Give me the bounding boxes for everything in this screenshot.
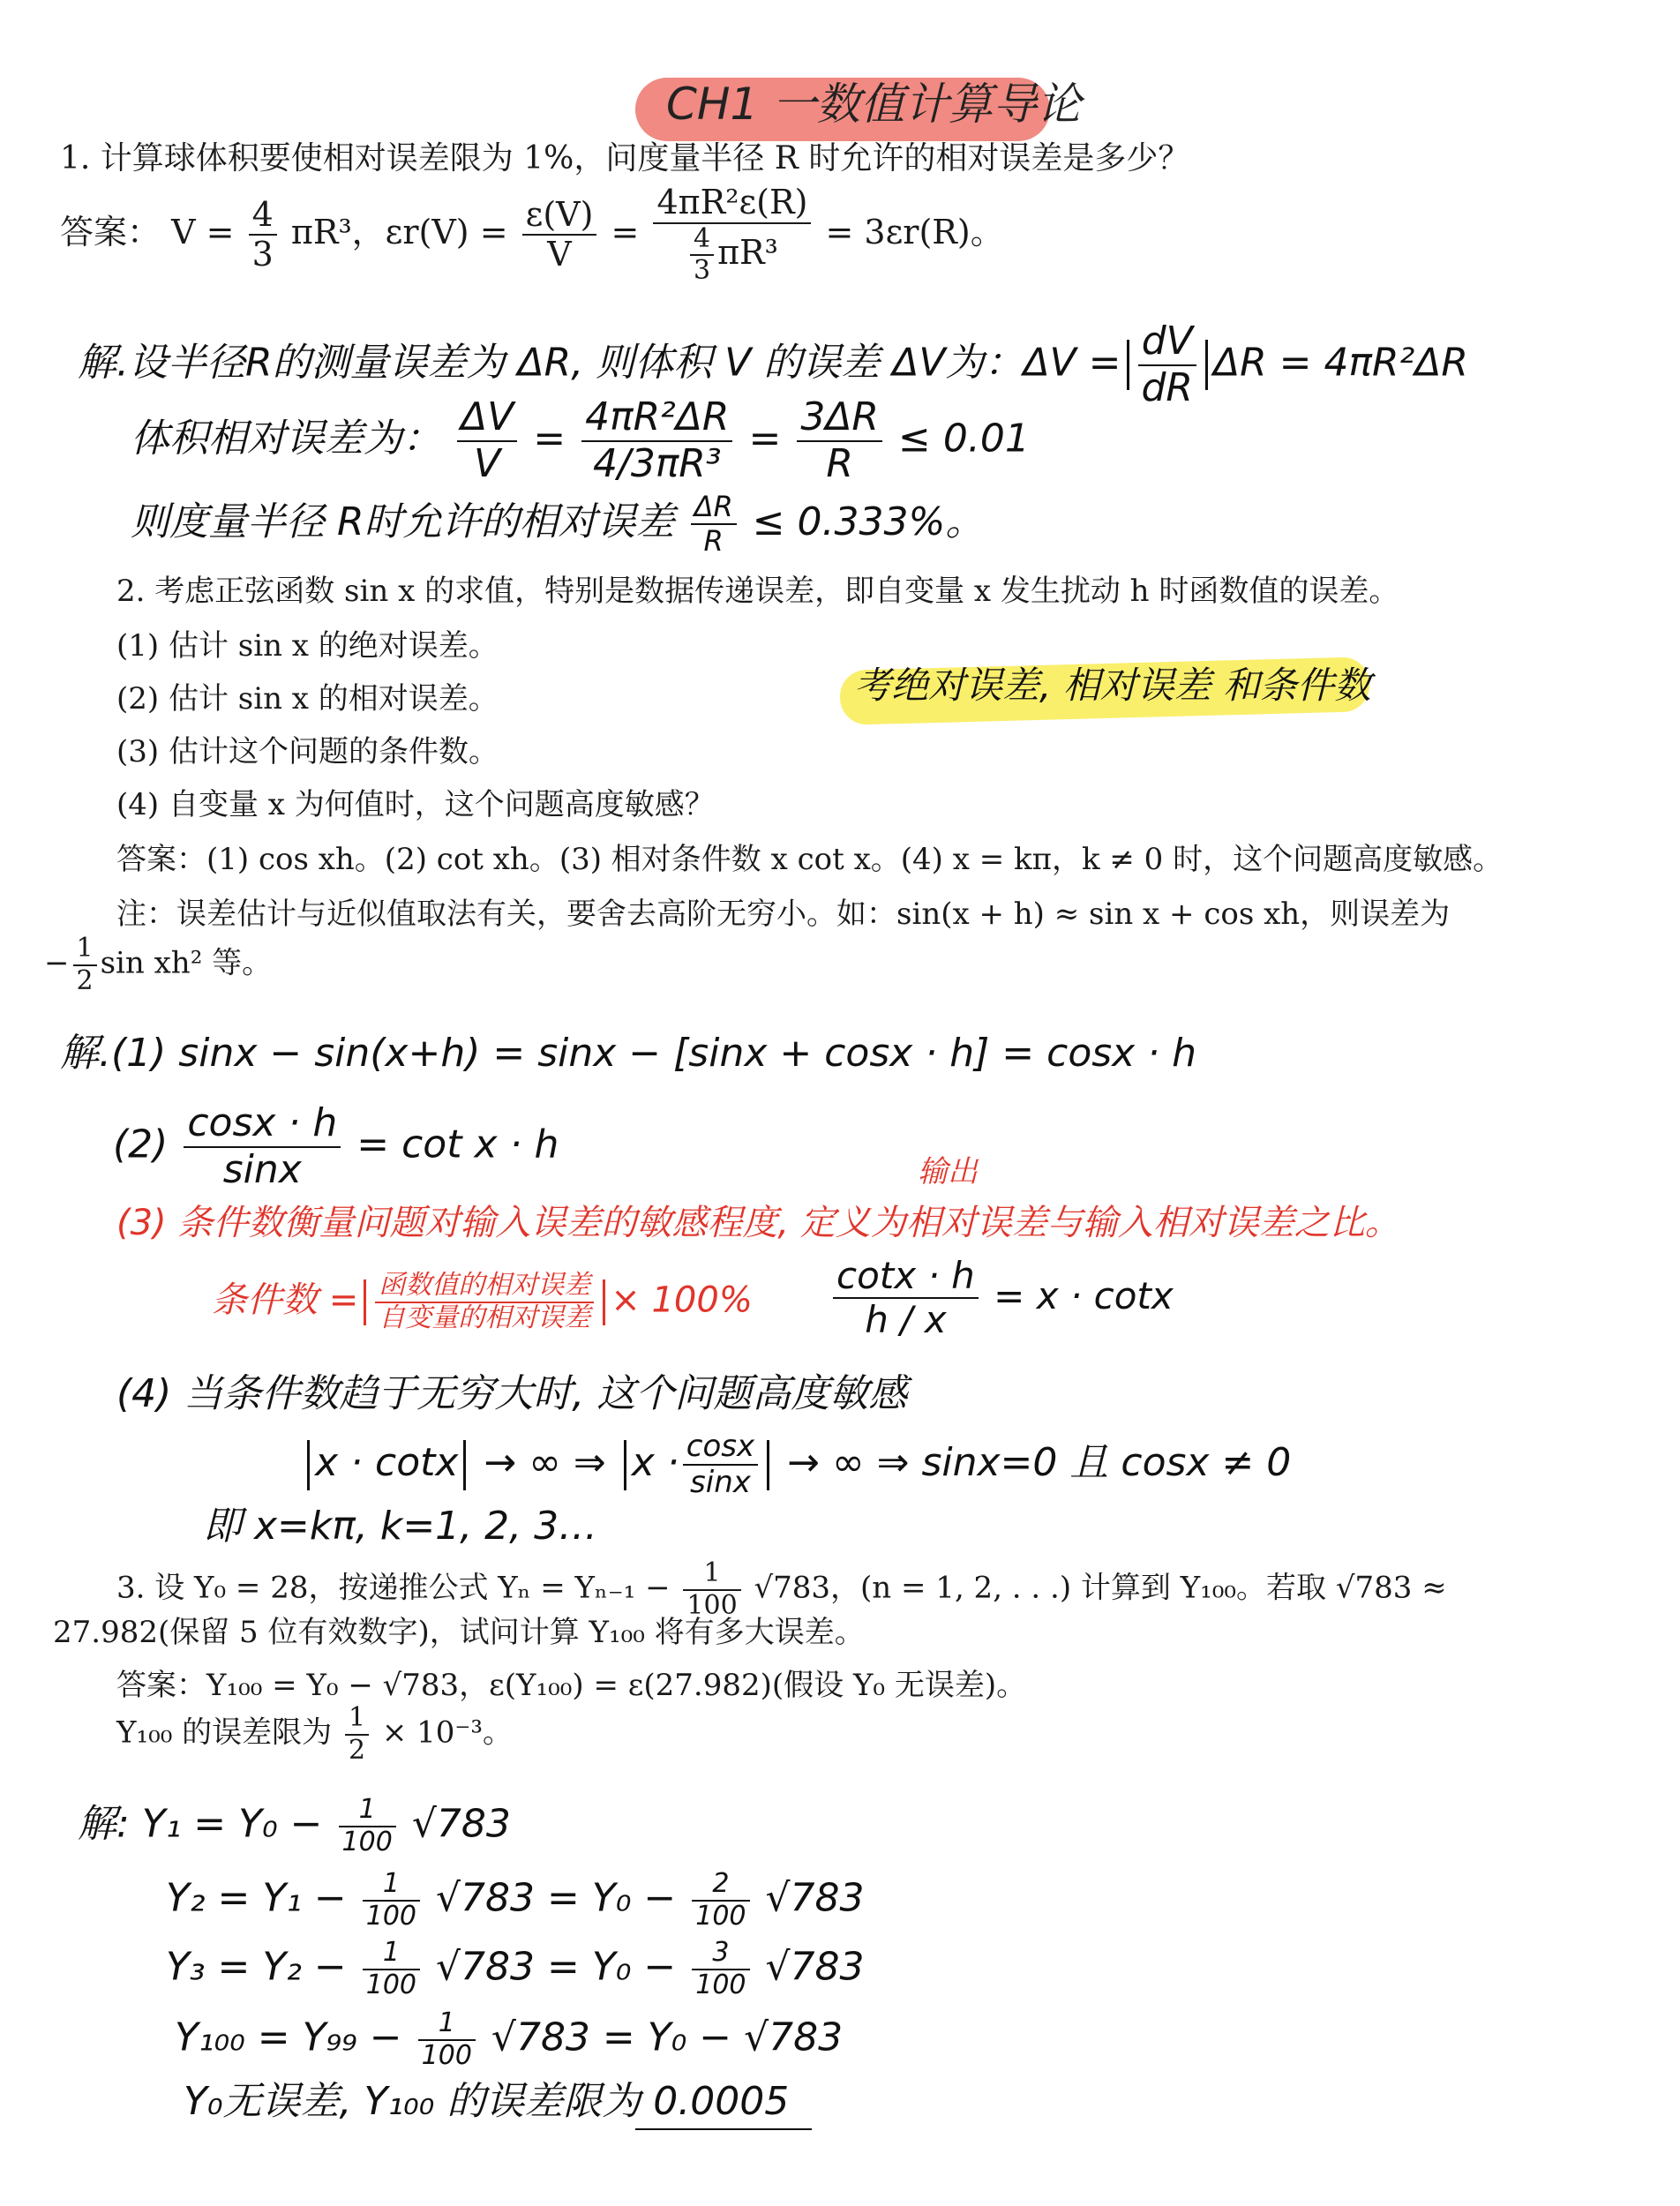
frac-num: 3 [692, 1938, 749, 1970]
abs-bar [364, 1279, 366, 1325]
frac-num: 4πR²ΔR [581, 395, 732, 442]
hand-text: Y₂ = Y₁ − [166, 1875, 347, 1921]
frac-num: 4πR²ε(R) [653, 184, 811, 224]
frac-den: 3 [251, 235, 274, 274]
q3-hand-4 [175, 2008, 843, 2071]
frac-num: 函数值的相对误差 [375, 1271, 594, 1303]
frac-num: 2 [692, 1869, 749, 1902]
q1-answer-label: 答案： [60, 212, 161, 251]
hand-text: × 100% [611, 1279, 753, 1321]
frac-den: sinx [690, 1465, 751, 1501]
frac-den: R [703, 523, 724, 558]
frac-den: 自变量的相对误差 [379, 1302, 591, 1333]
frac-den: 2 [76, 964, 94, 996]
frac-num: 1 [339, 1795, 396, 1827]
q1-question: 1. 计算球体积要使相对误差限为 1%，问度量半径 R 时允许的相对误差是多少？ [60, 140, 1190, 176]
hand-frac [363, 1869, 420, 1932]
q3-hand-3 [166, 1938, 865, 2000]
q1-answer-v-rest: πR³，εr(V) = [290, 212, 508, 251]
q3-hand-2 [166, 1869, 865, 1932]
hand-frac [833, 1255, 979, 1342]
frac-num: 1 [345, 1703, 369, 1736]
hand-frac [797, 395, 882, 486]
frac-den: V [474, 440, 501, 486]
frac-num: cosx · h [184, 1101, 341, 1148]
frac-den: 100 [365, 1900, 416, 1932]
abs-bar [624, 1440, 626, 1490]
frac-den: 4/3πR³ [593, 440, 722, 486]
hand-text: 条件数 = [212, 1279, 359, 1321]
hand-frac [184, 1101, 341, 1192]
frac-den: 100 [695, 1969, 746, 2000]
hand-text: (2) [113, 1122, 169, 1167]
abs-bar [1127, 340, 1129, 390]
q3-hand-5 [184, 2079, 789, 2126]
hand-text: 体积相对误差为： [131, 416, 441, 461]
hand-text: ≤ 0.01 [898, 416, 1030, 461]
q3-answer: 答案：Y₁₀₀ = Y₀ − √783，ε(Y₁₀₀) = ε(27.982)(假设 Y₀ 无误差)。 [116, 1668, 1027, 1703]
q1-frac-big [653, 184, 811, 287]
q1-answer [60, 184, 1004, 287]
page-title: CH1 一数值计算导论 [666, 79, 1082, 130]
hand-text: √783 [765, 1944, 865, 1990]
q2-hand-annotation-output: 输出 [918, 1154, 978, 1189]
hand-text: Y₀无误差, Y₁₀₀ 的误差限为 [184, 2079, 641, 2124]
hand-frac [692, 1938, 749, 2000]
frac-den: 100 [695, 1900, 746, 1932]
hand-text: Y₁₀₀ = Y₉₉ − [175, 2015, 402, 2060]
q2-hand-4: (4) 当条件数趋于无穷大时, 这个问题高度敏感 [116, 1371, 908, 1416]
hand-text: = cot x · h [356, 1122, 559, 1167]
hand-text: ΔR = 4πR²ΔR [1213, 340, 1468, 386]
frac-den: 100 [365, 1969, 416, 2000]
hand-frac [457, 395, 517, 486]
q2-answer: 答案：(1) cos xh。(2) cot xh。(3) 相对条件数 x cot x。(4) x = kπ，k ≠ 0 时，这个问题高度敏感。 [116, 842, 1504, 877]
frac-num: 1 [363, 1938, 420, 1970]
q1-hand-line2 [131, 395, 1030, 486]
q1-answer-eq: = [611, 212, 640, 251]
hand-text: √783 [765, 1875, 865, 1921]
q3-hand-1 [78, 1795, 511, 1857]
note-minus: − [44, 945, 70, 981]
frac-num: 3ΔR [797, 395, 882, 442]
abs-bar [1205, 340, 1208, 390]
frac-num: 1 [363, 1869, 420, 1902]
abs-bar [463, 1440, 466, 1490]
hand-text: √783 = Y₀ − √783 [491, 2015, 844, 2060]
hand-text: x · cotx [315, 1440, 459, 1486]
q1-answer-result: = 3εr(R)。 [825, 212, 1004, 251]
frac-inner [690, 224, 714, 287]
hand-text: √783 [411, 1801, 511, 1847]
q2-question: 2. 考虑正弦函数 sin x 的求值，特别是数据传递误差，即自变量 x 发生扰动 h 时函数值的误差。 [116, 574, 1399, 609]
hand-frac [339, 1795, 396, 1857]
frac-num: cotx · h [833, 1255, 979, 1299]
q2-hand-3-cot [829, 1255, 1174, 1342]
frac-num: dV [1138, 319, 1197, 366]
q3-error-limit [116, 1703, 513, 1766]
hand-text: = [533, 416, 566, 461]
q3-text: Y₁₀₀ 的误差限为 [116, 1715, 333, 1751]
frac-den: 100 [341, 1826, 393, 1857]
hand-frac [1138, 319, 1197, 410]
frac-num: 4 [249, 196, 277, 236]
frac-den: 100 [686, 1589, 738, 1621]
q3-text: √783，(n = 1, 2, . . .) 计算到 Y₁₀₀。若取 √783 ≈ [754, 1570, 1447, 1606]
hand-text: √783 = Y₀ − [436, 1944, 677, 1990]
frac-num: cosx [683, 1429, 758, 1466]
hand-text: 则度量半径 R时允许的相对误差 [131, 499, 675, 544]
hand-text: 解.设半径R的测量误差为 ΔR, 则体积 V 的误差 ΔV为：ΔV = [78, 340, 1121, 386]
note-rest: sin xh² 等。 [100, 945, 273, 981]
frac-den-rest: πR³ [717, 232, 778, 272]
hand-frac [692, 1869, 749, 1932]
q2-hand-3-formula [212, 1271, 753, 1333]
frac-num: ε(V) [522, 196, 597, 236]
frac-num: 1 [418, 2008, 476, 2041]
frac-den: sinx [222, 1146, 302, 1192]
q1-hand-line3 [131, 491, 984, 558]
q2-hand-4-solution: 即 x=kπ, k=1, 2, 3… [203, 1504, 598, 1549]
q3-line2: 27.982(保留 5 位有效数字)，试问计算 Y₁₀₀ 将有多大误差。 [53, 1615, 865, 1650]
hand-frac [363, 1938, 420, 2000]
q2-note-line2 [44, 934, 272, 996]
abs-bar [767, 1440, 769, 1490]
hand-frac [691, 491, 737, 558]
q2-note-line1: 注：误差估计与近似值取法有关，要舍去高阶无穷小。如：sin(x + h) ≈ sin x + cos xh，则误差为 [116, 897, 1451, 932]
q2-hand-4-limit [302, 1429, 1291, 1500]
frac-den: 2 [348, 1734, 366, 1766]
frac-den: h / x [865, 1298, 947, 1342]
hand-frac [375, 1271, 594, 1333]
frac-num: ΔV [457, 395, 517, 442]
q2-part1: (1) 估计 sin x 的绝对误差。 [116, 628, 499, 664]
final-answer-underline [635, 2128, 812, 2130]
hand-text: → ∞ ⇒ sinx=0 且 cosx ≠ 0 [787, 1440, 1292, 1486]
hand-text: x · [631, 1440, 679, 1486]
q2-part3: (3) 估计这个问题的条件数。 [116, 734, 499, 769]
q2-part4: (4) 自变量 x 为何值时，这个问题高度敏感？ [116, 787, 715, 822]
frac-den: 100 [421, 2039, 472, 2071]
q2-hand-3: (3) 条件数衡量问题对输入误差的敏感程度, 定义为相对误差与输入相对误差之比。 [116, 1203, 1400, 1243]
hand-text: = [748, 416, 782, 461]
frac-den: dR [1141, 364, 1194, 410]
frac-num: ΔR [691, 491, 737, 525]
abs-bar [307, 1440, 310, 1490]
q1-frac-eps [522, 196, 597, 274]
q3-final-answer: 0.0005 [653, 2079, 790, 2124]
q2-part2: (2) 估计 sin x 的相对误差。 [116, 681, 499, 717]
q3-text: × 10⁻³。 [381, 1715, 514, 1751]
q2-hand-1: 解.(1) sinx − sin(x+h) = sinx − [sinx + cosx · h] = cosx · h [60, 1031, 1197, 1076]
hand-text: ≤ 0.333%。 [752, 499, 985, 544]
q1-frac-4-3 [249, 196, 277, 274]
frac-den: 3 [693, 255, 711, 287]
q3-text: 3. 设 Y₀ = 28，按递推公式 Yₙ = Yₙ₋₁ − [116, 1570, 671, 1606]
frac-den: V [547, 235, 572, 274]
hand-text: → ∞ ⇒ [484, 1440, 606, 1486]
hand-frac [418, 2008, 476, 2071]
frac-num: 4 [690, 224, 714, 257]
abs-bar [603, 1279, 605, 1325]
note-frac [73, 934, 97, 996]
q2-highlight-note: 考绝对误差, 相对误差 和条件数 [854, 664, 1372, 707]
q3-frac [683, 1558, 740, 1621]
q3-frac [345, 1703, 369, 1766]
hand-frac [581, 395, 732, 486]
q3-line1 [116, 1558, 1447, 1621]
hand-text: Y₃ = Y₂ − [166, 1944, 347, 1990]
q2-hand-2 [113, 1101, 559, 1192]
q1-answer-v: V = [171, 212, 235, 251]
frac-num: 1 [683, 1558, 740, 1591]
hand-text: √783 = Y₀ − [436, 1875, 677, 1921]
hand-text: = x · cotx [994, 1273, 1174, 1317]
hand-frac [683, 1429, 758, 1500]
frac-den [653, 224, 811, 287]
hand-text: 解: Y₁ = Y₀ − [78, 1801, 323, 1847]
frac-den: R [826, 440, 853, 486]
frac-num: 1 [73, 934, 97, 966]
